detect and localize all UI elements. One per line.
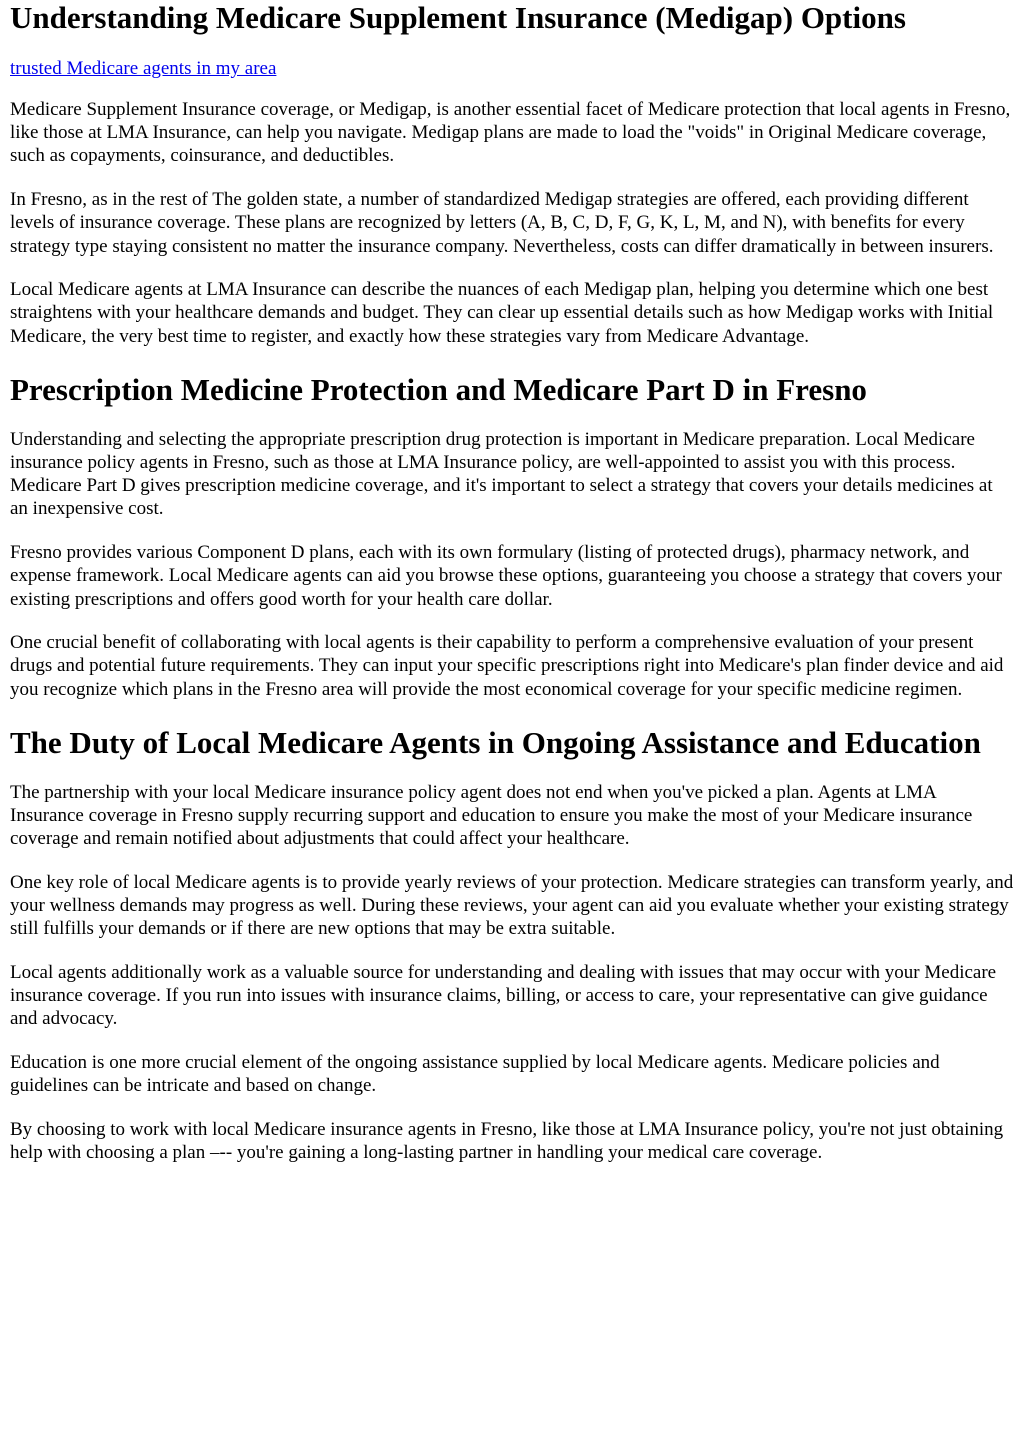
paragraph: Local Medicare agents at LMA Insurance can describe the nuances of each Medigap plan, helping you determine which one best straightens with your healthcare demands and budget. They can clear up essential details such as how Medigap works with Initial Medicare, the very best time to register, and exactly how these strategies vary from Medicare Advantage. — [10, 279, 994, 347]
paragraph: Local agents additionally work as a valuable source for understanding and dealing with issues that may occur with your Medicare insurance coverage. If you run into issues with insurance claims, billing, or access to care, your representative can give guidance and advocacy. — [10, 962, 997, 1030]
paragraph: Understanding and selecting the appropriate prescription drug protection is important in Medicare preparation. Local Medicare insurance policy agents in Fresno, such as those at LMA Insurance policy, are well-appointed to assist you with this process. Medicare Part D gives prescription medicine coverage, and it's important to select a strategy that covers your details medicines at an inexpensive cost. — [10, 428, 993, 520]
paragraph: Medicare Supplement Insurance coverage, or Medigap, is another essential facet of Medicare protection that local agents in Fresno, like those at LMA Insurance, can help you navigate. Medigap plans are made to load the "voids" in Original Medicare coverage, such as copayments, coinsurance, and deductibles. — [10, 99, 1011, 167]
paragraph: In Fresno, as in the rest of The golden state, a number of standardized Medigap strategies are offered, each providing different levels of insurance coverage. These plans are recognized by letters (A, B, C, D, F, G, K, L, M, and N), with benefits for every strategy type staying consistent no matter the insurance company. Nevertheless, costs can differ dramatically in between insurers. — [10, 189, 994, 257]
paragraph: One key role of local Medicare agents is to provide yearly reviews of your protection. Medicare strategies can transform yearly, and your wellness demands may progress as well. During these reviews, your agent can aid you evaluate whether your existing strategy still fulfills your demands or if there are new options that may be extra suitable. — [10, 871, 1014, 940]
section-heading-part-d: Prescription Medicine Protection and Medicare Part D in Fresno — [10, 371, 867, 407]
paragraph: Fresno provides various Component D plans, each with its own formulary (listing of protected drugs), pharmacy network, and expense framework. Local Medicare agents can aid you browse these options, guaranteeing you choose a strategy that covers your existing prescriptions and offers good worth for your health care dollar. — [10, 542, 1002, 610]
paragraph: Education is one more crucial element of the ongoing assistance supplied by local Medicare agents. Medicare policies and guidelines can be intricate and based on change. — [10, 1052, 940, 1097]
link-line — [10, 57, 1014, 80]
page-title: Understanding Medicare Supplement Insurance (Medigap) Options — [10, 0, 906, 35]
paragraph: By choosing to work with local Medicare insurance agents in Fresno, like those at LMA Insurance policy, you're not just obtaining help with choosing a plan –-- you're gaining a long-lasting partner in handling your medical care coverage. — [10, 1119, 1004, 1164]
agents-link[interactable]: trusted Medicare agents in my area — [10, 58, 277, 79]
section-heading-ongoing-assistance: The Duty of Local Medicare Agents in Ongoing Assistance and Education — [10, 724, 981, 760]
paragraph: One crucial benefit of collaborating with local agents is their capability to perform a comprehensive evaluation of your present drugs and potential future requirements. They can input your specific prescriptions right into Medicare's plan finder device and aid you recognize which plans in the Fresno area will provide the most economical coverage for your specific medicine regimen. — [10, 632, 1004, 700]
paragraph: The partnership with your local Medicare insurance policy agent does not end when you've picked a plan. Agents at LMA Insurance coverage in Fresno supply recurring support and education to ensure you make the most of your Medicare insurance coverage and remain notified about adjustments that could affect your healthcare. — [10, 781, 973, 850]
